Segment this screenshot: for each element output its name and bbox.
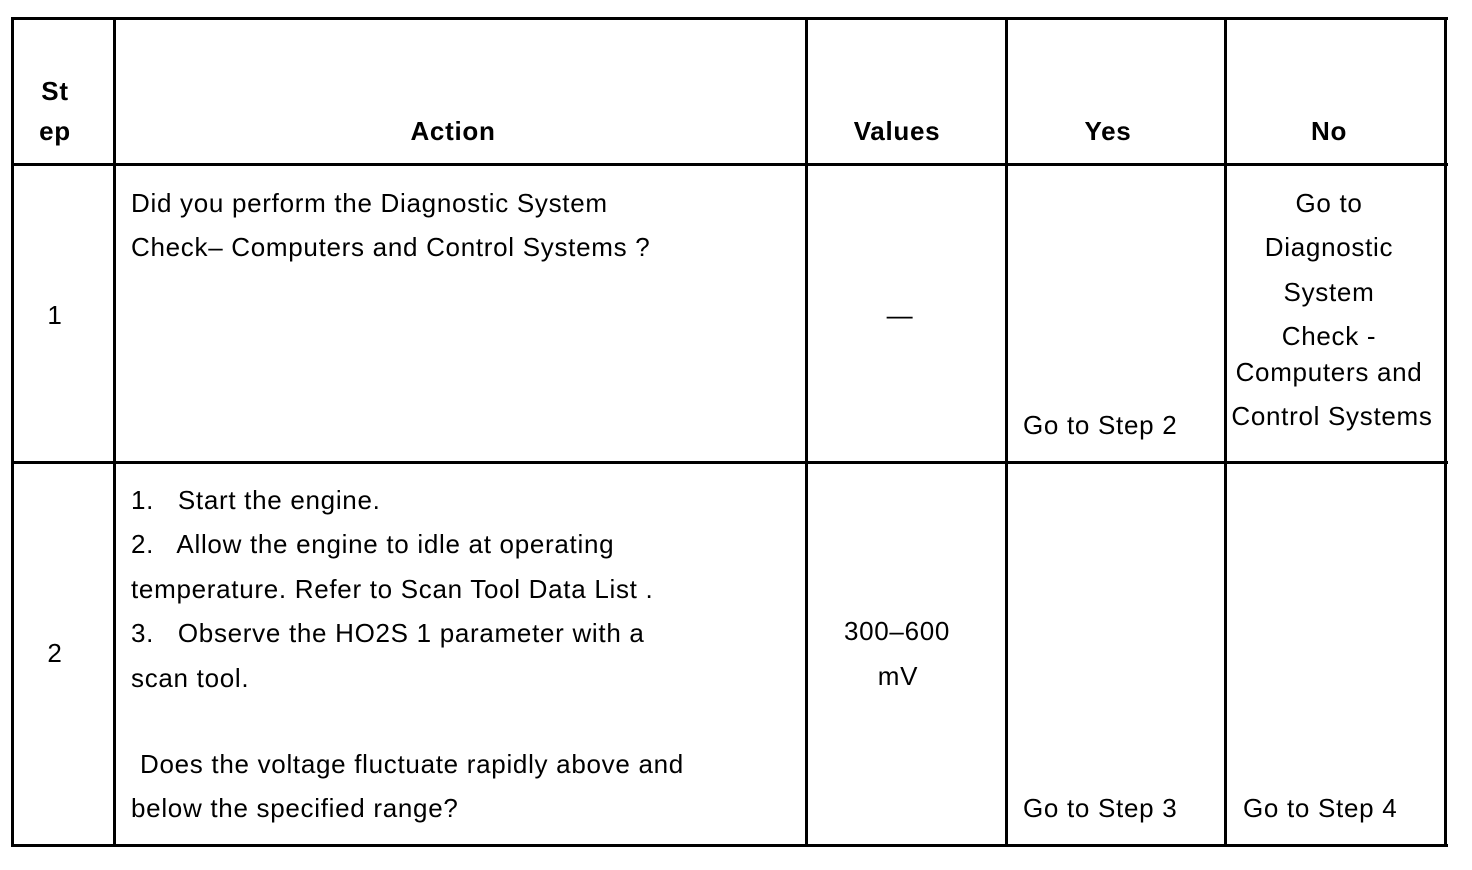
row-1-action-cell (116, 166, 805, 461)
yes-text: Go to Step 3 (1023, 793, 1178, 823)
values-text: — (886, 300, 914, 330)
row-1-no-cell (1227, 166, 1444, 461)
table-border-bottom (11, 844, 1448, 847)
no-text-line: System (1283, 277, 1375, 307)
action-text-line: Does the voltage fluctuate rapidly above and (140, 749, 684, 779)
values-text: 300–600 (843, 616, 951, 646)
row-2-values-cell (808, 464, 1005, 844)
action-text-line: 2. Allow the engine to idle at operating (131, 529, 615, 559)
no-header: No (1310, 116, 1348, 146)
step-header-line: ep (39, 116, 71, 146)
step-number: 2 (47, 638, 63, 668)
row-2-yes-cell (1008, 464, 1224, 844)
action-text-line: temperature. Refer to Scan Tool Data List . (131, 574, 654, 604)
no-text-line: Computers and (1235, 357, 1423, 387)
row-2-action-cell (116, 464, 805, 844)
action-text-line: below the specified range? (131, 793, 459, 823)
header-cell-yes (1008, 20, 1224, 163)
row-1-yes-cell (1008, 166, 1224, 461)
header-cell-step (14, 20, 113, 163)
action-text-line: 1. Start the engine. (131, 485, 381, 515)
no-text-line: Go to Step 4 (1243, 793, 1398, 823)
step-header-line: St (41, 76, 69, 106)
values-text: mV (877, 661, 919, 691)
row-2-step-cell (14, 464, 113, 844)
values-header: Values (853, 116, 941, 146)
action-text-line: 3. Observe the HO2S 1 parameter with a (131, 618, 645, 648)
action-text-line: scan tool. (131, 663, 250, 693)
table-border-right (1444, 17, 1447, 847)
no-text-line: Check - (1281, 321, 1377, 351)
action-text-line: Did you perform the Diagnostic System (131, 188, 608, 218)
row-1-values-cell (808, 166, 1005, 461)
row-1-step-cell (14, 166, 113, 461)
no-text-line: Go to (1295, 188, 1363, 218)
no-text-line: Control Systems (1231, 401, 1433, 431)
yes-header: Yes (1084, 116, 1132, 146)
no-text-line: Diagnostic (1264, 232, 1394, 262)
step-number: 1 (47, 300, 63, 330)
header-cell-no (1227, 20, 1444, 163)
yes-text: Go to Step 2 (1023, 410, 1178, 440)
action-text-line: Check– Computers and Control Systems ? (131, 232, 651, 262)
row-2-no-cell (1227, 464, 1444, 844)
header-cell-values (808, 20, 1005, 163)
action-header: Action (410, 116, 496, 146)
header-cell-action (116, 20, 805, 163)
